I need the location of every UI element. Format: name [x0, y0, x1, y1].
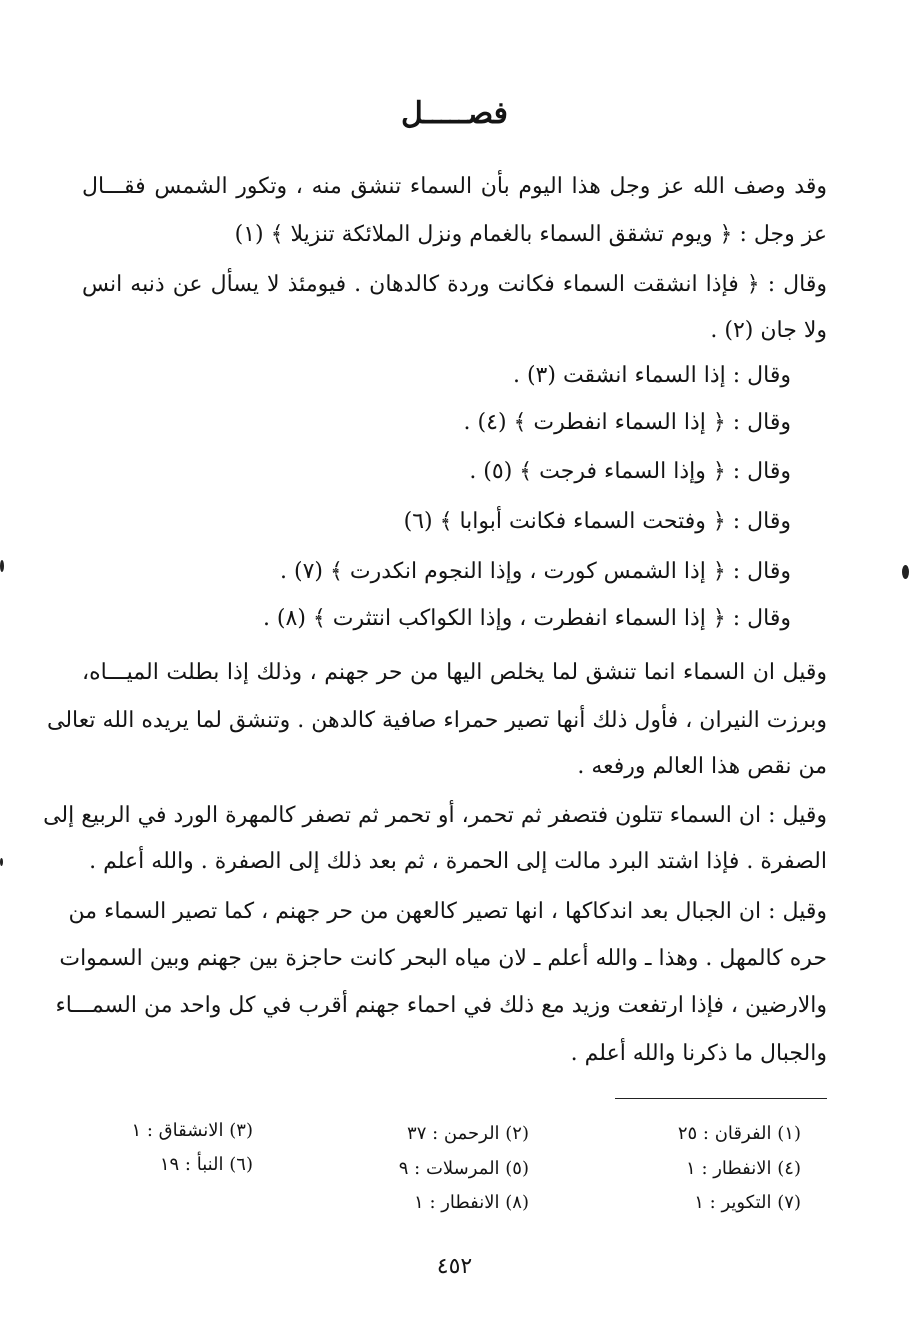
- footnote: (٨) الانفطار : ١: [414, 1192, 529, 1213]
- footnote: (٧) التكوير : ١: [694, 1192, 801, 1213]
- section-heading: فصـــــل: [400, 96, 509, 131]
- text-line: وقال : إذا السماء انشقت (٣) .: [512, 363, 791, 388]
- footnote: (٢) الرحمن : ٣٧: [407, 1123, 529, 1144]
- footnote: (٣) الانشقاق : ١: [131, 1120, 253, 1141]
- footnote: (٤) الانفطار : ١: [686, 1158, 801, 1179]
- text-line: وقال : ﴿ فإذا انشقت السماء فكانت وردة كالدهان . فيومئذ لا يسأل عن ذنبه انس: [82, 272, 827, 297]
- text-line: عز وجل : ﴿ ويوم تشقق السماء بالغمام ونزل الملائكة تنزيلا ﴾ (١): [234, 222, 827, 247]
- footnote: (١) الفرقان : ٢٥: [677, 1123, 801, 1144]
- text-line: وقال : ﴿ وإذا السماء فرجت ﴾ (٥) .: [469, 459, 791, 484]
- text-line: وقيل ان السماء انما تنشق لما يخلص اليها من حر جهنم ، وذلك إذا بطلت الميـــاه،: [82, 660, 827, 685]
- footnote: (٦) النبأ : ١٩: [159, 1154, 253, 1175]
- text-line: والجبال ما ذكرنا والله أعلم .: [570, 1041, 827, 1066]
- text-line: وقال : ﴿ إذا السماء انفطرت ﴾ (٤) .: [463, 410, 791, 435]
- text-line: وقال : ﴿ وفتحت السماء فكانت أبوابا ﴾ (٦): [403, 509, 791, 534]
- scan-speck: [0, 560, 4, 572]
- text-line: ولا جان (٢) .: [710, 318, 827, 343]
- text-line: الصفرة . فإذا اشتد البرد مالت إلى الحمرة ، ثم بعد ذلك إلى الصفرة . والله أعلم .: [89, 849, 827, 874]
- text-line: وقيل : ان السماء تتلون فتصفر ثم تحمر، أو تحمر ثم تصفر كالمهرة الورد في الربيع إلى: [43, 803, 827, 828]
- page-number: ٤٥٢: [436, 1254, 473, 1279]
- footnote-separator: [615, 1098, 827, 1099]
- text-line: من نقص هذا العالم ورفعه .: [577, 754, 827, 779]
- text-line: وقد وصف الله عز وجل هذا اليوم بأن السماء تنشق منه ، وتكور الشمس فقـــال: [82, 174, 827, 199]
- text-line: وقيل : ان الجبال بعد اندكاكها ، انها تصير كالعهن من حر جهنم ، كما تصير السماء من: [68, 899, 827, 924]
- text-line: وقال : ﴿ إذا السماء انفطرت ، وإذا الكواكب انتثرت ﴾ (٨) .: [262, 606, 791, 631]
- text-line: والارضين ، فإذا ارتفعت وزيد مع ذلك في احماء جهنم أقرب في كل واحد من السمـــاء: [55, 993, 827, 1018]
- text-line: وبرزت النيران ، فأول ذلك أنها تصير حمراء صافية كالدهن . وتنشق لما يريده الله تعالى: [47, 708, 827, 733]
- text-line: حره كالمهل . وهذا ـ والله أعلم ـ لان مياه البحر كانت حاجزة بين جهنم وبين السموات: [59, 946, 827, 971]
- footnote: (٥) المرسلات : ٩: [398, 1158, 529, 1179]
- text-line: وقال : ﴿ إذا الشمس كورت ، وإذا النجوم انكدرت ﴾ (٧) .: [280, 559, 791, 584]
- scan-speck: [902, 565, 909, 579]
- scan-speck: [0, 858, 3, 866]
